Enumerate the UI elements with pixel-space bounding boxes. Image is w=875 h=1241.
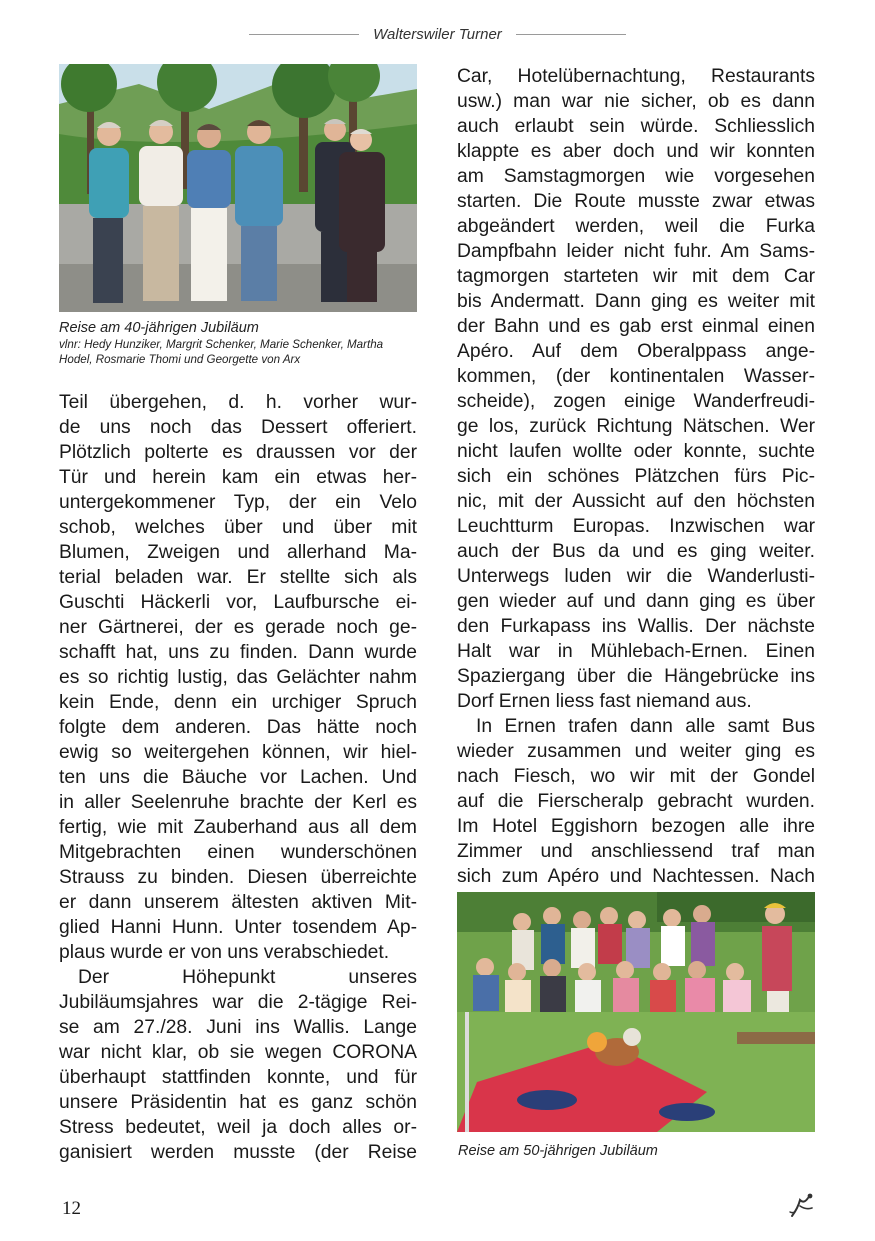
text-line: auf die Fierscheralp gebracht wurden. (457, 791, 815, 812)
text-line: Blumen, Zweigen und allerhand Ma- (59, 542, 417, 563)
text-line: se am 27./28. Juni ins Wallis. Lange (59, 1017, 417, 1038)
figure1-caption (59, 320, 429, 367)
text-line: bis Andermatt. Dann ging es weiter mit (457, 291, 815, 312)
text-line: Strauss zu binden. Diesen überreichte (59, 867, 417, 888)
text-line: Unterwegs luden wir die Wanderlusti- (457, 566, 815, 587)
publication-title: Walterswiler Turner (373, 25, 502, 43)
text-line: Spaziergang über die Hängebrücke ins (457, 666, 815, 687)
text-column-right (457, 64, 815, 889)
text-line: fertig, wie mit Zauberhand aus all dem (59, 817, 417, 838)
text-line: schafft hat, uns zu finden. Dann wurde (59, 642, 417, 663)
text-line: auch der Bus da und es ging weiter. (457, 541, 815, 562)
text-line: ge los, zurück Richtung Nätschen. Wer (457, 416, 815, 437)
group-photo-50-jubilee (457, 892, 815, 1132)
text-line: auch erlaubt sein würde. Schliesslich (457, 116, 815, 137)
text-line: Stress bedeutet, weil ja doch alles or- (59, 1117, 417, 1138)
header-rule-left (249, 34, 359, 35)
text-line: Jubiläumsjahres war die 2-tägige Rei- (59, 992, 417, 1013)
text-line: schob, welches über und über mit (59, 517, 417, 538)
text-line: war nicht klar, ob sie wegen CORONA (59, 1042, 417, 1063)
gymnast-logo-icon (786, 1190, 816, 1220)
text-line: ner Gärtnerei, der es gerade noch ge- (59, 617, 417, 638)
text-line: den Furkapass ins Wallis. Der nächste (457, 616, 815, 637)
text-line: es so richtig lustig, das Gelächter nahm (59, 667, 417, 688)
text-line: starten. Die Route musste zwar etwas (457, 191, 815, 212)
text-line: kein Ende, denn ein urchiger Spruch (59, 692, 417, 713)
figure1-caption-title: Reise am 40-jährigen Jubiläum (59, 320, 259, 336)
text-column-left (59, 390, 417, 1165)
text-line: Der Höhepunkt unseres (78, 967, 417, 988)
text-line: usw.) man war nie sicher, ob es dann (457, 91, 815, 112)
page-number: 12 (62, 1198, 81, 1219)
text-line: Car, Hotelübernachtung, Restaurants (457, 66, 815, 87)
text-line: Zimmer und anschliessend traf man (457, 841, 815, 862)
text-line: gen wieder auf und dann ging es über (457, 591, 815, 612)
text-line: Im Hotel Eggishorn bezogen alle ihre (457, 816, 815, 837)
text-line: ganisiert werden musste (der Reise (59, 1142, 417, 1163)
text-line: Tür und herein kam ein etwas her- (59, 467, 417, 488)
figure1-credits-line2: Hodel, Rosmarie Thomi und Georgette von Arx (59, 353, 301, 366)
text-line: klappte es aber doch und wir konnten (457, 141, 815, 162)
text-line: nicht laufen wollte oder konnte, suchte (457, 441, 815, 462)
text-line: Dampfbahn leider nicht fuhr. Am Sams- (457, 241, 815, 262)
text-line: sich ein schönes Plätzchen fürs Pic- (457, 466, 815, 487)
text-line: plaus wurde er von uns verabschiedet. (59, 942, 390, 963)
running-header (0, 22, 875, 46)
text-line: scheide), zogen einige Wanderfreudi- (457, 391, 815, 412)
text-line: Teil übergehen, d. h. vorher wur- (59, 392, 417, 413)
text-line: nic, mit der Aussicht auf den höchsten (457, 491, 815, 512)
text-line: abgeändert werden, weil die Furka (457, 216, 815, 237)
text-line: glied Hanni Hunn. Unter tosendem Ap- (59, 917, 417, 938)
text-line: Halt war in Mühlebach-Ernen. Einen (457, 641, 815, 662)
group-photo-40-jubilee (59, 64, 417, 312)
text-line: Plötzlich polterte es draussen vor der (59, 442, 417, 463)
text-line: Guschti Häckerli vor, Laufbursche ei- (59, 592, 417, 613)
text-line: überhaupt stattfinden konnte, und für (59, 1067, 417, 1088)
text-line: unsere Präsidentin hat es ganz schön (59, 1092, 417, 1113)
text-line: nach Fiesch, wo wir mit der Gondel (457, 766, 815, 787)
text-line: ten uns die Bäuche vor Lachen. Und (59, 767, 417, 788)
text-line: in aller Seelenruhe brachte der Kerl es (59, 792, 417, 813)
text-line: In Ernen trafen dann alle samt Bus (476, 716, 815, 737)
text-line: de uns noch das Dessert offeriert. (59, 417, 417, 438)
text-line: wieder zusammen und weiter ging es (457, 741, 815, 762)
text-line: am Samstagmorgen wie vorgesehen (457, 166, 815, 187)
text-line: der Bahn und es gab erst einmal einen (457, 316, 815, 337)
text-line: Leuchtturm Europas. Inzwischen war (457, 516, 815, 537)
text-line: ewig so weitergehen können, wir hiel- (59, 742, 417, 763)
text-line: er dann unserem ältesten aktiven Mit- (59, 892, 417, 913)
text-line: folgte dem anderen. Das hätte noch (59, 717, 417, 738)
figure1-credits-line1: vlnr: Hedy Hunziker, Margrit Schenker, Marie Schenker, Martha (59, 338, 384, 351)
text-line: kommen, (der kontinentalen Wasser- (457, 366, 815, 387)
text-line: terial beladen war. Er stellte sich als (59, 567, 417, 588)
text-line: tagmorgen starteten wir mit dem Car (457, 266, 815, 287)
text-line: Apéro. Auf dem Oberalppass ange- (457, 341, 815, 362)
text-line: sich zum Apéro und Nachtessen. Nach (457, 866, 815, 887)
figure2-caption: Reise am 50-jährigen Jubiläum (458, 1143, 658, 1159)
text-line: Mitgebrachten einen wunderschönen (59, 842, 417, 863)
text-line: Dorf Ernen liess fast niemand aus. (457, 691, 752, 712)
text-line: untergekommener Typ, der ein Velo (59, 492, 417, 513)
header-rule-right (516, 34, 626, 35)
